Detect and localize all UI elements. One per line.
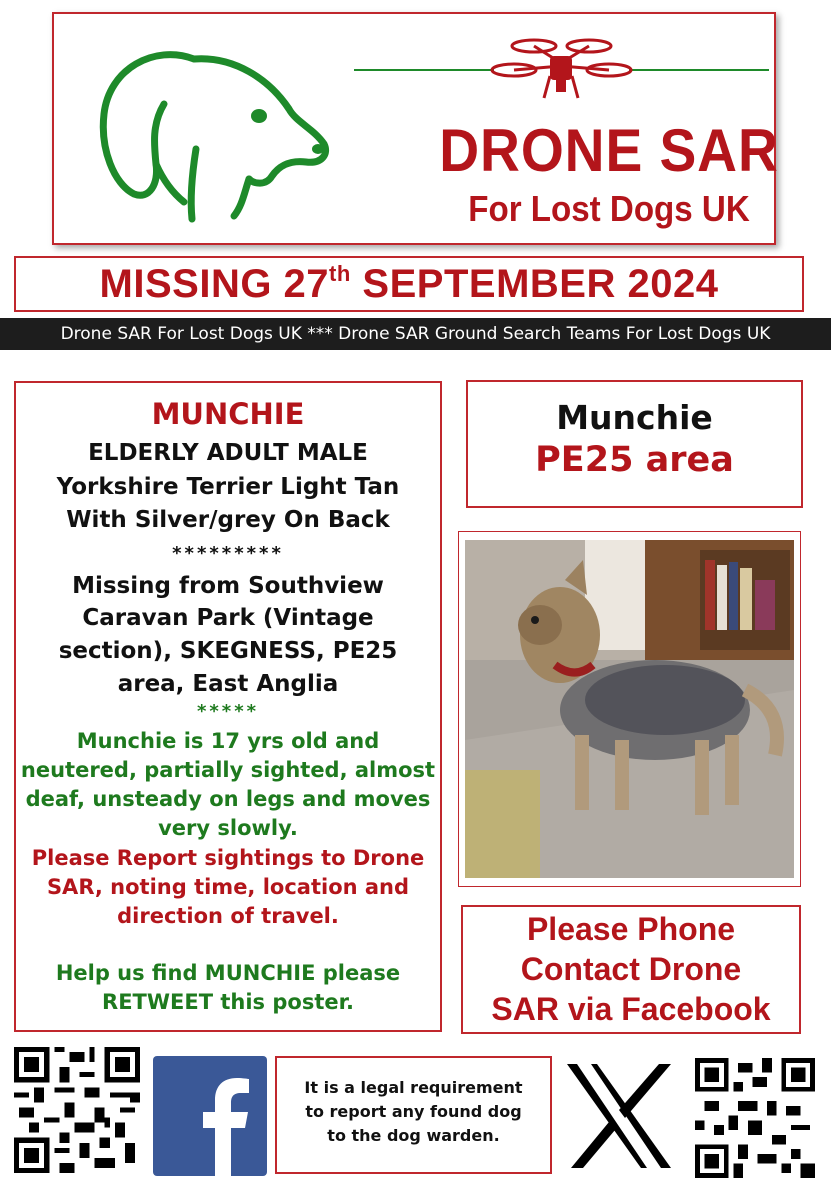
dog-name: MUNCHIE [151, 397, 305, 431]
condition-line: deaf, unsteady on legs and moves [25, 787, 431, 811]
report-line: Please Report sightings to Drone [31, 846, 425, 870]
condition-line: very slowly. [158, 816, 298, 840]
legal-line: to the dog warden. [327, 1126, 500, 1145]
legal-notice-box [275, 1056, 552, 1174]
help-line: RETWEET this poster. [102, 990, 354, 1014]
qr-code-icon[interactable] [14, 1046, 140, 1174]
separator: ***** [196, 701, 260, 722]
dog-outline-icon [74, 34, 334, 229]
name-area-box [466, 380, 803, 508]
legal-line: to report any found dog [305, 1102, 522, 1121]
brand-title: DRONE SAR [439, 117, 779, 184]
dog-name-short: Munchie [556, 398, 713, 437]
description-line: With Silver/grey On Back [66, 507, 390, 533]
legal-line: It is a legal requirement [304, 1078, 523, 1097]
location-line: area, East Anglia [117, 671, 339, 697]
separator: ********* [172, 543, 284, 564]
missing-date-banner [14, 256, 804, 312]
contact-line: SAR via Facebook [491, 991, 771, 1027]
dog-info-box [14, 381, 442, 1032]
qr-code-icon[interactable] [693, 1058, 817, 1178]
report-line: SAR, noting time, location and [46, 875, 410, 899]
dog-area: PE25 area [535, 440, 734, 480]
location-line: Caravan Park (Vintage [82, 605, 374, 631]
dog-photo-frame [458, 531, 801, 887]
condition-line: neutered, partially sighted, almost [20, 758, 436, 782]
missing-date-text: MISSING 27th SEPTEMBER 2024 [99, 261, 719, 306]
drone-icon [354, 28, 769, 108]
location-line: section), SKEGNESS, PE25 [58, 638, 398, 664]
contact-line: Contact Drone [520, 951, 742, 987]
facebook-icon[interactable] [153, 1056, 267, 1176]
brand-subtitle: For Lost Dogs UK [468, 188, 750, 229]
location-line: Missing from Southview [72, 573, 384, 599]
organisation-strip: Drone SAR For Lost Dogs UK *** Drone SAR Ground Search Teams For Lost Dogs UK [0, 318, 831, 350]
header-banner [52, 12, 779, 245]
x-logo-icon[interactable] [563, 1060, 675, 1172]
description-line: ELDERLY ADULT MALE [88, 440, 368, 466]
help-line: Help us find MUNCHIE please [55, 961, 401, 985]
contact-box [461, 905, 801, 1034]
description-line: Yorkshire Terrier Light Tan [56, 474, 400, 500]
report-line: direction of travel. [117, 904, 339, 928]
condition-line: Munchie is 17 yrs old and [76, 729, 380, 753]
contact-line: Please Phone [526, 911, 736, 947]
dog-photo [465, 540, 794, 878]
